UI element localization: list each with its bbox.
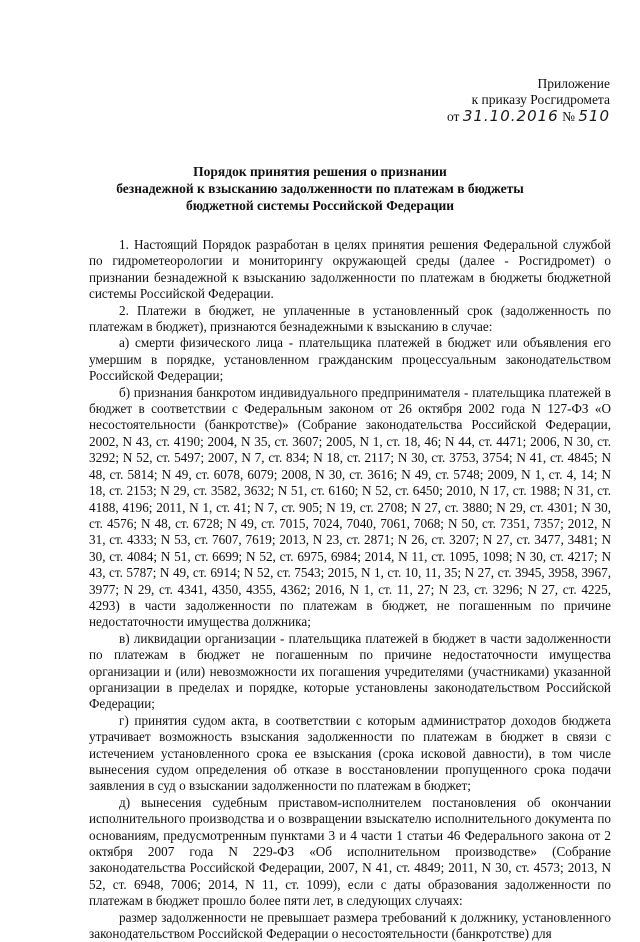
paragraph-2a: а) смерти физического лица - плательщика платежей в бюджет или объявления его умершим в порядке, установленном гражданским процессуальным законодательством Российской Федерации;: [89, 335, 611, 384]
date-prefix: от: [446, 109, 460, 124]
document-title: [80, 163, 560, 214]
document-body: [89, 237, 611, 942]
paragraph-2: 2. Платежи в бюджет, не уплаченные в установленный срок (задолженность по платежам в бюджет), признаются безнадежными к взысканию в случае:: [89, 302, 611, 335]
handwritten-number: 510: [578, 107, 610, 125]
title-line-2: безнадежной к взысканию задолженности по платежам в бюджеты: [116, 181, 524, 196]
order-date-number-line: [430, 108, 610, 125]
paragraph-2d-case: размер задолженности не превышает размера требований к должнику, установленного законодательством Российской Федерации о несостоятельности (банкротстве) для: [89, 909, 611, 942]
paragraph-1: 1. Настоящий Порядок разработан в целях принятия решения Федеральной службой по гидрометеорологии и мониторингу окружающей среды (далее - Росгидромет) о признании безнадежной к взысканию задолженности по платежам в бюджеты бюджетной системы Российской Федерации.: [89, 237, 611, 302]
paragraph-2g: г) принятия судом акта, в соответствии с которым администратор доходов бюджета утрачивает возможность взыскания задолженности по платежам в бюджет в связи с истечением установленного срока ее взыскания (срока исковой давности), в том числе вынесения судом определения об отказе в восстановлении пропущенного срока подачи заявления в суд о взыскании задолженности по платежам в бюджет;: [89, 712, 611, 794]
paragraph-2d: д) вынесения судебным приставом-исполнителем постановления об окончании исполнительного производства и о возвращении взыскателю исполнительного документа по основаниям, предусмотренным пунктами 3 и 4 части 1 статьи 46 Федерального закона от 2 октября 2007 года N 229-ФЗ «Об исполнительном производстве» (Собрание законодательства Российской Федерации, 2007, N 41, ст. 4849; 2011, N 30, ст. 4573; 2013, N 52, ст. 6948, 7006; 2014, N 11, ст. 1099), если с даты образования задолженности по платежам в бюджет прошло более пяти лет, в следующих случаях:: [89, 794, 611, 909]
paragraph-2b: б) признания банкротом индивидуального предпринимателя - плательщика платежей в бюджет в соответствии с Федеральным законом от 26 октября 2002 года N 127-ФЗ «О несостоятельности (банкротстве)» (Собрание законодательства Российской Федерации, 2002, N 43, ст. 4190; 2004, N 35, ст. 3607; 2005, N 1, ст. 18, 46; N 44, ст. 4471; 2006, N 30, ст. 3292; N 52, ст. 5497; 2007, N 7, ст. 834; N 18, ст. 2117; N 30, ст. 3753, 3754; N 41, ст. 4845; N 48, ст. 5814; N 49, ст. 6078, 6079; 2008, N 30, ст. 3616; N 49, ст. 5748; 2009, N 1, ст. 4, 14; N 18, ст. 2153; N 29, ст. 3582, 3632; N 51, ст. 6160; N 52, ст. 6450; 2010, N 17, ст. 1988; N 31, ст. 4188, 4196; 2011, N 1, ст. 41; N 7, ст. 905; N 19, ст. 2708; N 27, ст. 3880; N 29, ст. 4301; N 30, ст. 4576; N 48, ст. 6728; N 49, ст. 7015, 7024, 7040, 7061, 7068; N 50, ст. 7351, 7357; 2012, N 31, ст. 4333; N 53, ст. 7607, 7619; 2013, N 23, ст. 2871; N 26, ст. 3207; N 27, ст. 3477, 3481; N 30, ст. 4084; N 51, ст. 6699; N 52, ст. 6975, 6984; 2014, N 11, ст. 1095, 1098; N 30, ст. 4217; N 43, ст. 5787; N 49, ст. 6914; N 52, ст. 7543; 2015, N 1, ст. 10, 11, 35; N 27, ст. 3945, 3958, 3967, 3977; N 29, ст. 4341, 4350, 4355, 4362; 2016, N 1, ст. 11, 27; N 23, ст. 3296; N 27, ст. 4225, 4293) в части задолженности по платежам в бюджет, не погашенным по причине недостаточности имущества должника;: [89, 384, 611, 630]
order-reference: к приказу Росгидромета: [471, 92, 610, 107]
number-prefix: №: [562, 109, 575, 124]
title-line-3: бюджетной системы Российской Федерации: [185, 198, 455, 213]
appendix-header: [430, 76, 610, 125]
appendix-label: Приложение: [537, 76, 610, 91]
title-line-1: Порядок принятия решения о признании: [193, 164, 447, 179]
handwritten-date: 31.10.2016: [462, 107, 559, 125]
paragraph-2v: в) ликвидации организации - плательщика платежей в бюджет в части задолженности по платежам в бюджет не погашенным по причине недостаточности имущества организации и (или) невозможности их погашения учредителями (участниками) указанной организации в пределах и порядке, которые установлены законодательством Российской Федерации;: [89, 630, 611, 712]
